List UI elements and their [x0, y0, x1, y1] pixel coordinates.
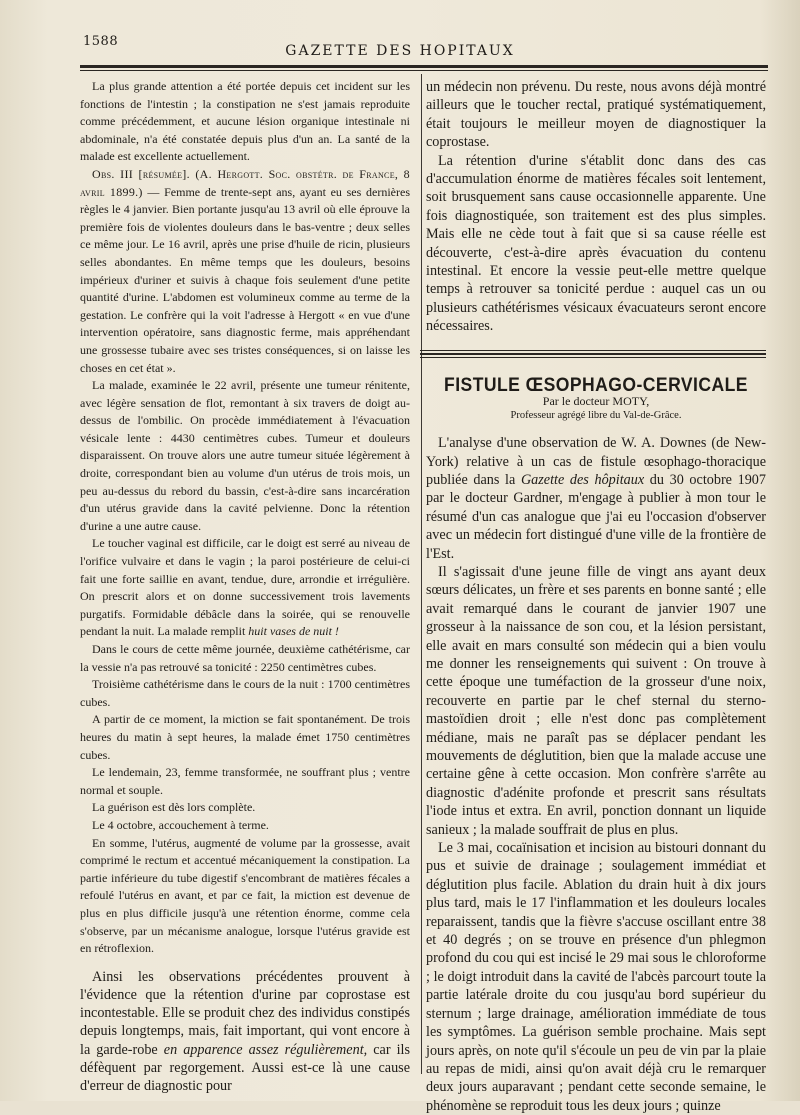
journal-title: Gazette des hôpitaux [520, 471, 645, 488]
paragraph: un médecin non prévenu. Du reste, nous avons déjà montré ailleurs que le toucher rectal, pratiqué systématiquement, était toujours le meilleur moyen de diagnostiquer la coprostase. [426, 79, 766, 151]
observation-paragraph [80, 166, 410, 377]
left-column [80, 78, 410, 1095]
paragraph-text: L'analyse d'une observation de W. A. Downes (de New-York) relative à un cas de fistule œsophago-thoracique publiée dans la [426, 435, 766, 488]
observation-reference: Obs. III [résumée]. (A. Hergott. Soc. obstétr. de France, 8 avril 1899.) [80, 166, 410, 199]
author-line [426, 394, 766, 409]
paragraph-text: Ainsi les observations précédentes prouvent à l'évidence que la rétention d'urine par coprostase est incontestable. Elle se produit chez des individus constipés depuis longtemps, mais, fait important, qui vont encore à la garde-robe [80, 968, 410, 1058]
author-prefix: Par le docteur [542, 394, 613, 409]
author-title: Professeur agrégé libre du Val-de-Grâce. [510, 410, 682, 422]
article-paragraph: Il s'agissait d'une jeune fille de vingt ans ayant deux sœurs délicates, un frère et ses parents en bonne santé ; elle avait remarqué dans le courant de janvier 1907 une grosseur à la naissance de son cou, et la lésion persistant, elle avait en mars consulté son médecin qui a bien voulu me donner les renseignements qui suivent : On trouve à cette époque une tuméfaction de la grosseur d'une noix, recouverte en partie par le chef sternal du sterno-mastoïdien droit ; elle n'est donc pas complètement médiane, mais ne paraît pas se déplacer pendant les mouvements de déglutition, bien que la malade accuse une certaine gêne à cette occasion. Mon confrère s'arrête au diagnostic d'adénite profonde et prescrit sans résultats l'iode intus et extra. En avril, ponction donnant un liquide sanieux ; la malade souffrait de plus en plus. [426, 563, 766, 838]
paragraph-text: — Femme de trente-sept ans, ayant eu ses dernières règles le 4 janvier. Bien portante jusqu'au 13 avril où elle éprouve la première fois de violentes douleurs dans le bas-ventre ; deux selles ce même jour. Le 16 avril, après une prise d'huile de ricin, plusieurs selles abondantes. En même temps que les douleurs, besoins impérieux d'uriner et suivis à chaque fois seulement d'une petite quantité d'urine. L'abdomen est volumineux comme au terme de la gestation. Le confrère qui la voit l'adresse à Hergott « en vue d'une intervention opératoire, sans diagnostic ferme, mais appréhendant une grossesse tubaire avec ses tristes conséquences, si on laisse les choses en cet état ». [80, 184, 410, 375]
article-title: FISTULE ŒSOPHAGO-CERVICALE [444, 373, 748, 396]
article-paragraph [426, 434, 766, 563]
section-divider [420, 350, 766, 358]
author-name: MOTY, [612, 394, 650, 409]
paragraph [80, 535, 410, 641]
paragraph: En somme, l'utérus, augmenté de volume par la grossesse, avait comprimé le rectum et accentué mécaniquement la constipation. La partie inférieure du tube digestif s'encombrant de matières fécales a refoulé l'utérus en avant, et par ce fait, la miction est devenue de plus en plus difficile jusqu'à une rétention énorme, comme cela s'observe, par un mécanisme analogue, lorsque l'utérus gravide est en rétroflexion. [80, 835, 410, 956]
page-number: 1588 [83, 34, 119, 49]
paragraph: Le 4 octobre, accouchement à terme. [92, 817, 269, 832]
column-divider [421, 74, 422, 1074]
header-rule-thick [80, 65, 768, 68]
paragraph: Troisième cathétérisme dans le cours de la nuit : 1700 centimètres cubes. [80, 677, 410, 709]
paragraph: Dans le cours de cette même journée, deuxième cathétérisme, car la vessie n'a pas retrouvé sa tonicité : 2250 centimètres cubes. [80, 642, 410, 674]
header-rule-thin [80, 70, 768, 71]
paragraph: A partir de ce moment, la miction se fait spontanément. De trois heures du matin à sept heures, la malade émet 1750 centimètres cubes. [80, 712, 410, 762]
paragraph: La plus grande attention a été portée depuis cet incident sur les fonctions de l'intestin ; la constipation ne s'est jamais reproduite comme précédemment, et aucune lésion organique intestinale ni abdominale, n'a été constatée depuis plus d'un an. La santé de la malade est excellente actuellement. [80, 79, 410, 164]
emphasis: en apparence assez régulièrement, [163, 1041, 368, 1058]
paragraph-text: car ils défèquent par regorgement. Aussi est-ce là une cause d'erreur de diagnostic pour [80, 1041, 410, 1094]
paragraph: La rétention d'urine s'établit donc dans des cas d'accumulation énorme de matières fécales soit lentement, soit brusquement sans cause occasionnelle apparente. Une fois diagnostiquée, son traitement est des plus simples. Mais elle ne cède tout à fait que si sa cause réelle est découverte, c'est-à-dire après évacuation du contenu intestinal. Et encore la vessie peut-elle mettre quelque temps à retrouver sa tonicité perdue : auquel cas un ou plusieurs cathétérismes vésicaux évacuateurs seront encore nécessaires. [426, 152, 766, 335]
paragraph: La guérison est dès lors complète. [92, 800, 256, 815]
paragraph-text: du 30 octobre 1907 par le docteur Gardner, m'engage à publier à mon tour le résumé d'un cas analogue que j'ai eu l'occasion d'observer avec un médecin fort distingué d'une ville de la frontière de l'Est. [426, 471, 766, 562]
conclusion-paragraph [80, 968, 410, 1095]
paragraph: Le lendemain, 23, femme transformée, ne souffrant plus ; ventre normal et souple. [80, 765, 410, 797]
right-column [426, 78, 766, 1115]
emphasis: huit vases de nuit ! [248, 624, 339, 639]
article-paragraph: Le 3 mai, cocaïnisation et incision au bistouri donnant du pus et suivie de drainage ; soulagement immédiat et déglutition plus facile. Ablation du drain huit à dix jours plus tard, mais le 17 l'inflammation et les douleurs locales reparaissent, tandis que la fièvre s'accuse oscillant entre 38 et 40 degrés ; on se trouve en présence d'un phlegmon profond du cou qui est incisé le 29 mai sous le chloroforme ; le doigt introduit dans la cavité de l'abcès parcourt toute la partie latérale droite du cou jusqu'au bord supérieur du sternum ; large drainage, amélioration immédiate de tous les symptômes. La guérison semble prochaine. Mais sept jours après, on note qu'il s'écoule un peu de vin par la plaie au repas de midi, ainsi qu'on avait déjà cru le remarquer deux jours auparavant ; pendant cette seconde semaine, le phénomène se reproduit tous les deux jours ; quinze [426, 840, 766, 1114]
paragraph: La malade, examinée le 22 avril, présente une tumeur rénitente, avec légère sensation de flot, remontant à six travers de doigt au-dessus de l'ombilic. On procède immédiatement à l'évacuation vésicale lente : 4430 centimètres cubes. Tumeur et douleurs disparaissent. On trouve alors une autre tumeur située légèrement à droite, correspondant bien au volume d'un utérus de trois mois, un peu au-dessus du rebord du bassin, c'est-à-dire sans incarcération d'un utérus gravide dans la cavité pelvienne. Donc la rétention d'urine a une autre cause. [80, 378, 410, 533]
running-head: GAZETTE DES HOPITAUX [285, 43, 515, 59]
paragraph-text: Le toucher vaginal est difficile, car le doigt est serré au niveau de l'orifice vulvaire et dans le vagin ; la paroi postérieure de celui-ci fait une forte saillie en avant, tendue, dure, arrondie et irrégulière. On prescrit alors et on donne successivement trois lavements purgatifs. Formidable débâcle dans la soirée, qui se renouvelle pendant la nuit. La malade remplit [80, 536, 410, 639]
